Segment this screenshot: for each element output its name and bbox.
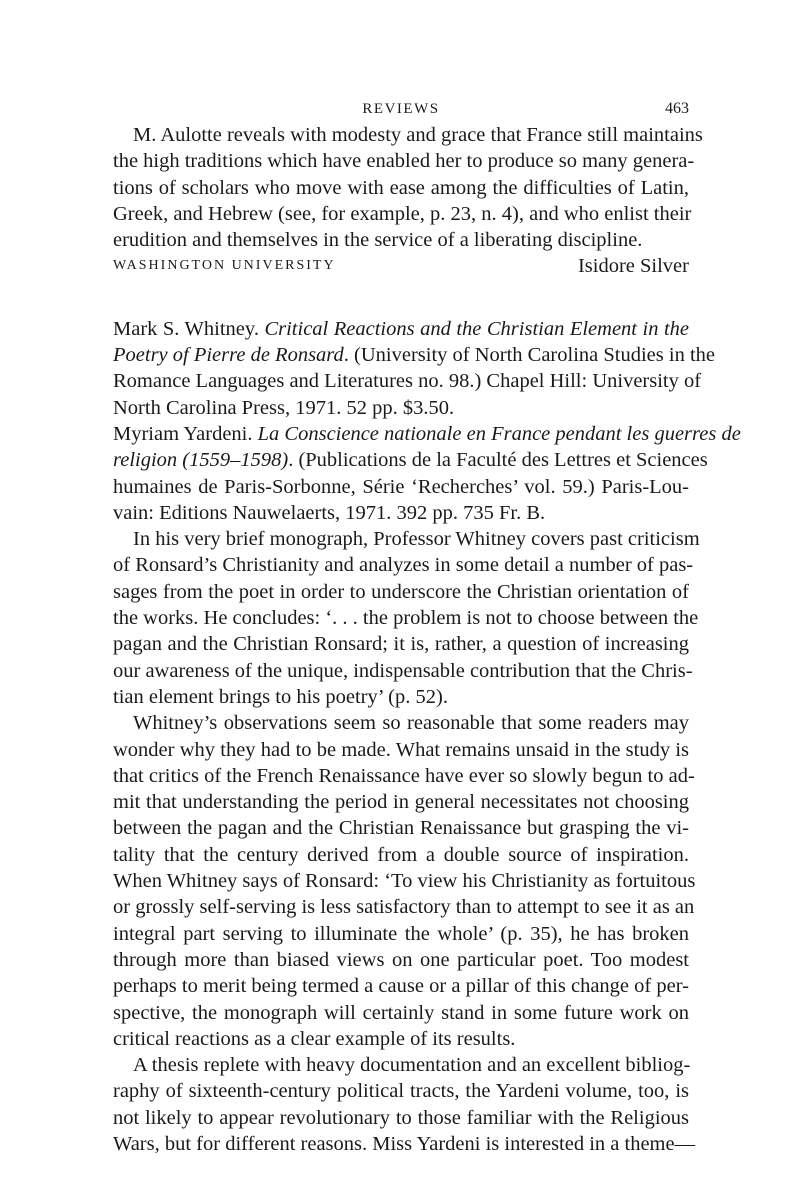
citation-whitney (113, 316, 715, 421)
citation-line (113, 447, 708, 473)
citation-yardeni (113, 421, 741, 526)
running-head (113, 96, 689, 122)
text-line: Whitney’s observations seem so reasonable that some readers may (133, 712, 689, 735)
text-line: critical reactions as a clear example of its results. (113, 1027, 516, 1050)
text-line: the works. He concludes: ‘. . . the problem is not to choose between the (113, 607, 699, 630)
citation-line: humaines de Paris-Sorbonne, Série ‘Recherches’ vol. 59.) Paris-Lou- (113, 475, 689, 498)
text-line: Greek, and Hebrew (see, for example, p. 23, n. 4), and who enlist their (113, 202, 692, 225)
citation-line: Romance Languages and Literatures no. 98.) Chapel Hill: University of (113, 370, 702, 393)
text-line: between the pagan and the Christian Renaissance but grasping the vi- (113, 817, 689, 840)
text-line: our awareness of the unique, indispensable contribution that the Chris- (113, 659, 693, 682)
citation-line: North Carolina Press, 1971. 52 pp. $3.50. (113, 396, 455, 419)
text-line: spective, the monograph will certainly stand in some future work on (113, 1001, 689, 1024)
journal-page (113, 96, 741, 1157)
text-line: wonder why they had to be made. What remains unsaid in the study is (113, 738, 689, 761)
signature (113, 253, 689, 279)
text-line: Wars, but for different reasons. Miss Yardeni is interested in a theme— (113, 1132, 696, 1155)
running-head-title: REVIEWS (362, 101, 440, 117)
text-line: raphy of sixteenth-century political tracts, the Yardeni volume, too, is (113, 1080, 689, 1103)
reviewer-institution: WASHINGTON UNIVERSITY (113, 258, 336, 274)
text-line: the high traditions which have enabled her to produce so many genera- (113, 150, 695, 173)
text-line: perhaps to merit being termed a cause or a pillar of this change of per- (113, 975, 689, 998)
text-line: through more than biased views on one particular poet. Too modest (113, 948, 689, 971)
citation-line: vain: Editions Nauwelaerts, 1971. 392 pp. 735 Fr. B. (113, 501, 546, 524)
text-line: M. Aulotte reveals with modesty and grace that France still maintains (133, 124, 703, 146)
series-info: . (University of North Carolina Studies in the (343, 344, 715, 367)
series-info: . (Publications de la Faculté des Lettres et Sciences (288, 449, 708, 472)
text-line: not likely to appear revolutionary to those familiar with the Religious (113, 1106, 689, 1129)
citation-line (113, 421, 741, 447)
text-line: When Whitney says of Ronsard: ‘To view his Christianity as fortuitous (113, 870, 696, 893)
text-line: of Ronsard’s Christianity and analyzes in some detail a number of pas- (113, 554, 694, 577)
text-line: In his very brief monograph, Professor Whitney covers past criticism (133, 528, 700, 551)
text-line: tions of scholars who move with ease among the difficulties of Latin, (113, 176, 689, 199)
text-line: sages from the poet in order to underscore the Christian orientation of (113, 580, 689, 603)
text-line: tian element brings to his poetry’ (p. 52). (113, 685, 448, 708)
author: Mark S. Whitney. (113, 317, 265, 340)
text-line: mit that understanding the period in general necessitates not choosing (113, 791, 689, 814)
book-title: La Conscience nationale en France pendant les guerres de (257, 422, 741, 445)
text-line: that critics of the French Renaissance have ever so slowly begun to ad- (113, 764, 695, 787)
text-line: A thesis replete with heavy documentation and an excellent bibliog- (133, 1054, 691, 1077)
text-line: pagan and the Christian Ronsard; it is, rather, a question of increasing (113, 633, 689, 656)
author: Myriam Yardeni. (113, 422, 258, 445)
citation-line (113, 342, 715, 368)
text-line: tality that the century derived from a double source of inspiration. (113, 843, 689, 866)
text-line: or grossly self-serving is less satisfactory than to attempt to see it as an (113, 896, 695, 919)
text-line: integral part serving to illuminate the whole’ (p. 35), he has broken (113, 922, 689, 945)
page-number: 463 (665, 100, 689, 117)
review-body (113, 526, 700, 1157)
previous-review-conclusion (113, 122, 703, 280)
book-title: Critical Reactions and the Christian Element in the (264, 317, 689, 340)
book-title: religion (1559–1598) (113, 449, 289, 472)
citation-line (113, 316, 689, 342)
book-title: Poetry of Pierre de Ronsard (113, 344, 344, 367)
reviewer-name: Isidore Silver (577, 255, 689, 278)
text-line: erudition and themselves in the service of a liberating discipline. (113, 229, 643, 252)
